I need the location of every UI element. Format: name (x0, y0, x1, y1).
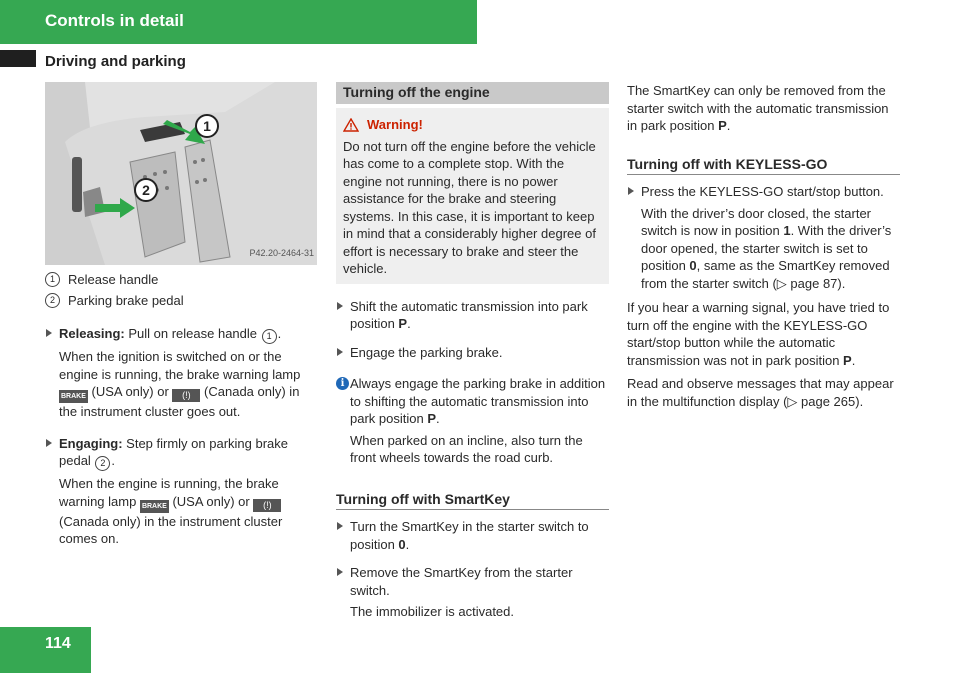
canada-brake-lamp-icon: (!) (172, 389, 200, 402)
ref-number: 2 (95, 456, 110, 471)
step-turn-smartkey: Turn the SmartKey in the starter switch to position 0. (336, 518, 609, 553)
brake-lamp-icon: BRAKE (59, 390, 88, 403)
brake-lamp-icon: BRAKE (140, 500, 169, 513)
section-marker (0, 50, 36, 67)
canada-brake-lamp-icon: (!) (253, 499, 281, 512)
releasing-detail: When the ignition is switched on or the engine is running, the brake warning lamp BRAKE (USA only) or (!) (Canada only) in the instrument cluster goes out. (59, 349, 301, 419)
step-press-keyless: Press the KEYLESS-GO start/stop button. (627, 183, 900, 201)
ref-number: 1 (262, 329, 277, 344)
legend-number: 1 (45, 272, 60, 287)
callout-2: 2 (142, 182, 150, 198)
section-title: Driving and parking (45, 53, 186, 70)
legend-label: Release handle (68, 272, 159, 287)
legend-item (45, 271, 317, 289)
step-shift-park: Shift the automatic transmission into park position P. (336, 298, 609, 333)
keyless-title: Turning off with KEYLESS-GO (627, 156, 900, 176)
legend (45, 271, 317, 309)
warning-box (336, 108, 609, 284)
warning-label: Warning! (367, 117, 423, 132)
step-releasing: Releasing: Pull on release handle 1 . (45, 325, 317, 344)
column-middle (336, 82, 609, 621)
column-left (45, 82, 317, 548)
chapter-title: Controls in detail (45, 11, 184, 30)
pedal-drawing (45, 82, 317, 265)
info-icon: i (336, 377, 349, 390)
figure-id: P42.20-2464-31 (249, 247, 314, 258)
immobilizer-note: The immobilizer is activated. (350, 604, 514, 619)
subsection-title: Turning off the engine (336, 82, 609, 104)
step-remove-smartkey: Remove the SmartKey from the starter switch. (336, 564, 609, 599)
keyless-detail: With the driver’s door closed, the starter switch is now in position 1. With the driver’s door opened, the starter switch is set to position 0, same as the SmartKey removed from the starter switch (▷ page 87). (641, 205, 892, 291)
warning-header (343, 116, 602, 134)
step-engaging: Engaging: Step firmly on parking brake pedal 2 . (45, 435, 317, 472)
legend-number: 2 (45, 293, 60, 308)
page-number: 114 (45, 635, 71, 652)
legend-label: Parking brake pedal (68, 292, 184, 308)
info-note: i Always engage the parking brake in addition to shifting the automatic transmission into park position P. (336, 375, 609, 428)
warning-triangle-icon (343, 118, 359, 132)
legend-item (45, 292, 317, 310)
engaging-detail: When the engine is running, the brake warning lamp BRAKE (USA only) or (!) (Canada only) in the instrument cluster comes on. (59, 476, 283, 546)
chapter-header-bar (0, 0, 477, 44)
callout-1: 1 (203, 118, 211, 134)
page-number-box (0, 627, 91, 673)
parking-brake-illustration (45, 82, 317, 265)
warning-signal-note: If you hear a warning signal, you have tried to turn off the engine with the KEYLESS-GO start/stop button while the automatic transmission was not in park position P. (627, 300, 890, 368)
info-follow: When parked on an incline, also turn the front wheels towards the road curb. (350, 432, 583, 465)
smartkey-title: Turning off with SmartKey (336, 491, 609, 511)
column-right (627, 82, 900, 410)
step-engage-brake: Engage the parking brake. (336, 344, 609, 362)
warning-text: Do not turn off the engine before the vehicle has come to a complete stop. With the engine not running, there is no power assistance for the brake and steering systems. In this case, it is important to keep in mind that a considerably higher degree of effort is necessary to brake and steer the vehicle. (343, 138, 596, 276)
multifunction-note: Read and observe messages that may appear in the multifunction display (▷ page 265). (627, 376, 894, 409)
smartkey-intro: The SmartKey can only be removed from the starter switch with the automatic transmission in park position P. (627, 83, 889, 133)
